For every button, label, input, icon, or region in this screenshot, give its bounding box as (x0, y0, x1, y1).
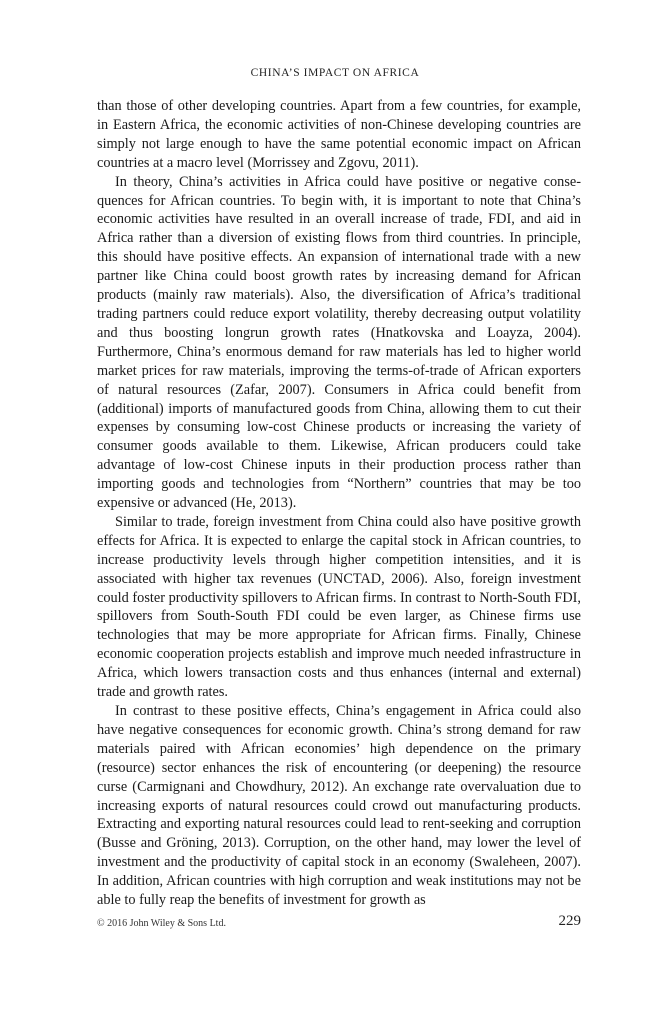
paragraph-4: In contrast to these positive effects, China’s engagement in Africa could also have negative consequences for economic growth. China’s strong demand for raw materials paired with African economies’ high dependence on the primary (resource) sector enhances the risk of encountering (or deepening) the resource curse (Carmignani and Chowdhury, 2012). An exchange rate overvaluation due to increasing exports of natural resources could crowd out manufacturing products. Extracting and exporting natural resources could lead to rent-seeking and corruption (Busse and Gröning, 2013). Corruption, on the other hand, may lower the level of investment and the productivity of capital stock in an economy (Swaleheen, 2007). In addition, African countries with high corruption and weak institutions may not be able to fully reap the benefits of investment for growth as (97, 703, 581, 909)
footer-copyright: © 2016 John Wiley & Sons Ltd. (97, 918, 226, 929)
paragraph-2: In theory, China’s activities in Africa could have positive or negative consequences for African countries. To begin with, it is important to note that China’s economic activities have resulted in an overall increase of trade, FDI, and aid in Africa rather than a diversion of existing flows from third countries. In principle, this should have positive effects. An expansion of international trade with a new partner like China could boost growth rates by increasing demand for African products (mainly raw materials). Also, the diversification of Africa’s traditional trading partners could reduce export volatility, thereby decreasing output volatility and thus boosting longrun growth rates (Hnatkovska and Loayza, 2004). Furthermore, China’s enormous demand for raw materials has led to higher world market prices for raw materials, improving the terms-of-trade of African exporters of natural resources (Zafar, 2007). Consumers in Africa could benefit from (additional) imports of manufactured goods from China, allowing them to cut their expenses by consuming low-cost Chinese products or increasing the variety of consumer goods available to them. Likewise, African producers could take advantage of low-cost Chinese inputs in their production process rather than importing goods and technologies from “Northern” countries that may be too expensive or advanced (He, 2013). (97, 173, 581, 512)
paragraph-1: than those of other developing countries. Apart from a few countries, for example, in Eastern Africa, the economic activities of non-Chinese developing countries are simply not large enough to have the same potential economic impact on African countries at a macro level (Morrissey and Zgovu, 2011). (97, 98, 581, 171)
running-header-title: CHINA’S IMPACT ON AFRICA (250, 67, 420, 79)
body-text (97, 97, 581, 910)
paragraph-3: Similar to trade, foreign investment from China could also have positive growth effects for Africa. It is expected to enlarge the capital stock in African countries, to increase productivity levels through higher competition intensities, and it is associated with higher tax revenues (UNCTAD, 2006). Also, foreign investment could foster productivity spillovers to African firms. In contrast to North-South FDI, spillovers from South-South FDI could be even larger, as Chinese firms use technologies that may be more appropriate for African firms. Finally, Chinese economic cooperation projects establish and improve much needed infrastructure in Africa, which lowers transaction costs and thus enhances (internal and external) trade and growth rates. (97, 513, 581, 701)
page-number: 229 (558, 913, 581, 929)
